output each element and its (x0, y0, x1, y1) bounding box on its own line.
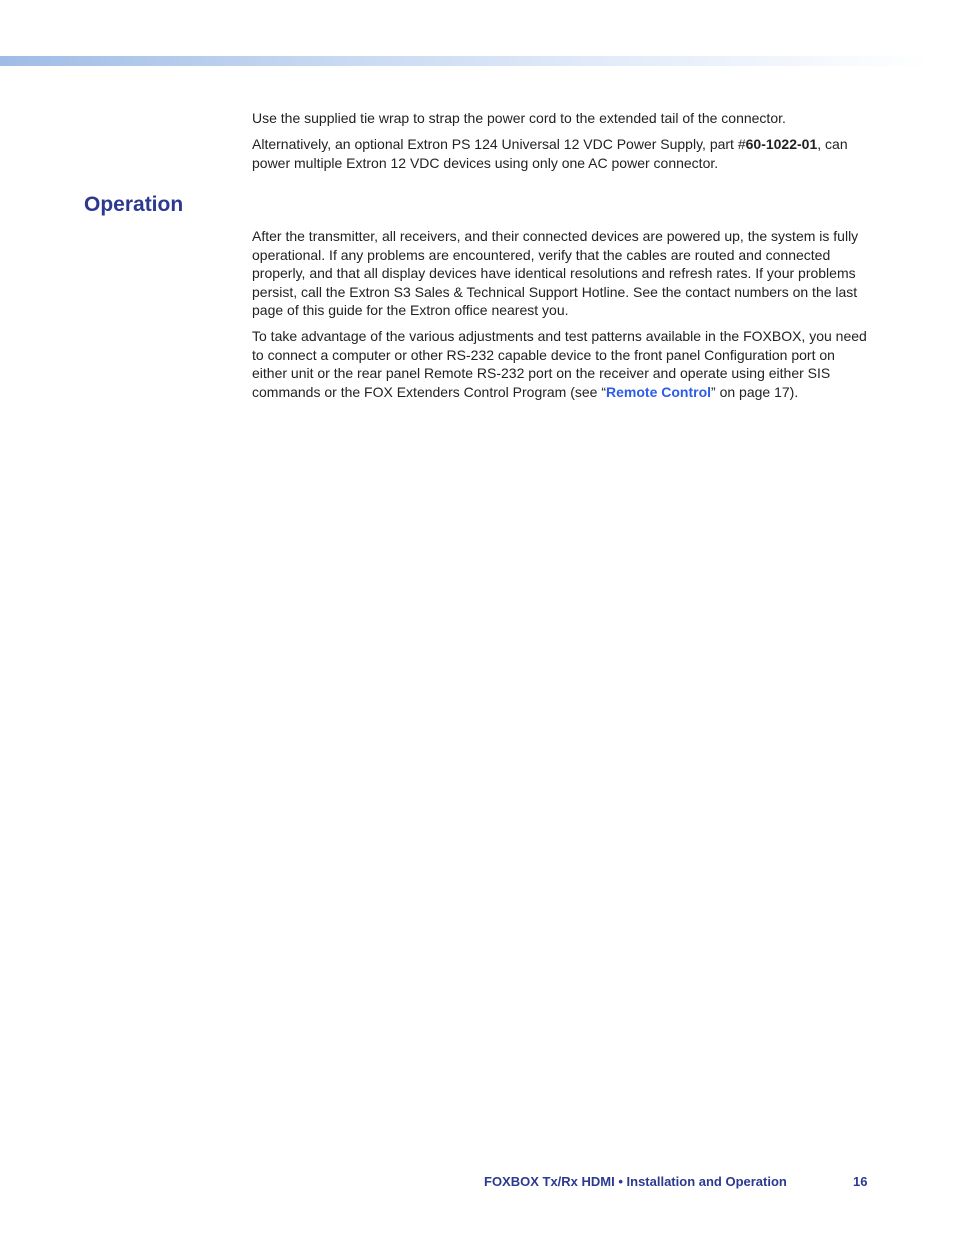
paragraph-power-supply (252, 135, 872, 172)
header-gradient-bar (0, 56, 930, 66)
footer-page-number: 16 (853, 1174, 868, 1189)
paragraph-configuration (252, 327, 872, 401)
footer-document-title: FOXBOX Tx/Rx HDMI • Installation and Operation (484, 1174, 787, 1189)
section-heading-operation: Operation (84, 193, 184, 216)
power-supply-text-end: , can power multiple Extron 12 VDC devices using only one AC power connector. (252, 136, 848, 171)
remote-control-link[interactable]: Remote Control (606, 383, 712, 400)
paragraph-operation-overview (252, 227, 872, 320)
configuration-text-start: To take advantage of the various adjustments and test patterns available in the FOXBOX, you need to connect a computer or other RS-232 capable device to the front panel Configuration port on either unit or the rear panel Remote RS-232 port on the receiver and operate using either SIS commands or the FOX Extenders Control Program (see “ (252, 328, 867, 400)
paragraph-tie-wrap-text: Use the supplied tie wrap to strap the power cord to the extended tail of the connector. (252, 110, 786, 126)
configuration-text-end: ” on page 17). (711, 383, 799, 400)
paragraph-tie-wrap (252, 109, 872, 128)
part-number: 60-1022-01 (745, 136, 818, 152)
power-supply-text-start: Alternatively, an optional Extron PS 124 Universal 12 VDC Power Supply, part # (252, 136, 746, 152)
operation-overview-text: After the transmitter, all receivers, and their connected devices are powered up, the system is fully operational. If any problems are encountered, verify that the cables are routed and connected properly, and that all display devices have identical resolutions and refresh rates. If your problems persist, call the Extron S3 Sales & Technical Support Hotline. See the contact numbers on the last page of this guide for the Extron office nearest you. (252, 228, 859, 318)
